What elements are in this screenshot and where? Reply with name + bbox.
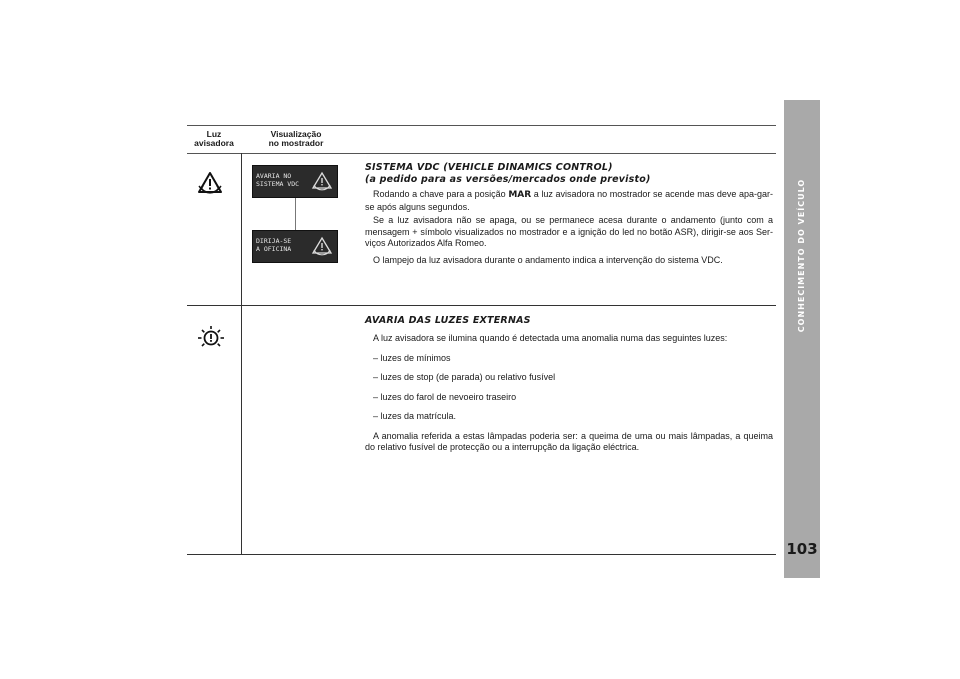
lights-intro: A luz avisadora se ilumina quando é detectada uma anomalia numa das seguintes luzes: — [373, 333, 728, 343]
lights-item: – luzes de mínimos — [373, 352, 451, 363]
exterior-light-fault-icon — [196, 324, 226, 352]
lights-title: AVARIA DAS LUZES EXTERNAS — [365, 315, 531, 326]
chapter-side-tab — [784, 100, 820, 578]
page-number: 103 — [786, 540, 818, 558]
vdc-paragraph-3: O lampejo da luz avisadora durante o andamento indica a intervenção do sistema VDC. — [373, 254, 723, 265]
lights-item: – luzes do farol de nevoeiro traseiro — [373, 391, 517, 402]
vdc-section — [365, 162, 773, 266]
lights-section — [365, 315, 773, 454]
lights-item: – luzes de stop (de parada) ou relativo fusível — [373, 372, 556, 382]
header-top-rule — [187, 125, 776, 126]
display-vdc-fault — [252, 165, 338, 198]
lights-item: – luzes da matrícula. — [373, 411, 457, 421]
column-header-display: Visualização no mostrador — [268, 129, 324, 148]
vdc-display-symbol-icon — [310, 235, 334, 259]
chapter-label: CONHECIMENTO DO VEÍCULO — [797, 178, 807, 332]
vdc-paragraph-2: Se a luz avisadora não se apaga, ou se permanece acesa durante o andamento (junto com a mensagem + símbolo visualizados no mostrador e a ignição do led no botão ASR), dirigir-se aos Ser-viços Autorizados Alfa Romeo. — [365, 215, 773, 248]
display-go-to-workshop — [252, 230, 338, 263]
vdc-display-symbol-icon — [310, 170, 334, 194]
vdc-paragraph-1: Rodando a chave para a posição MAR a luz avisadora no mostrador se acende mas deve apa-gar-se após alguns segundos. — [365, 189, 773, 212]
row-separator — [187, 305, 776, 306]
vdc-title-line2: (a pedido para as versões/mercados onde previsto) — [365, 174, 651, 185]
lights-outro: A anomalia referida a estas lâmpadas poderia ser: a queima de uma ou mais lâmpadas, a queima do relativo fusível de protecção ou a interrupção da ligação eléctrica. — [365, 430, 773, 452]
display-connector — [295, 198, 296, 230]
display-vdc-fault-text: AVARIA NO SISTEMA VDC — [256, 172, 300, 188]
table-bottom-rule — [187, 554, 776, 555]
column-divider — [241, 153, 242, 554]
header-bottom-rule — [187, 153, 776, 154]
display-go-to-workshop-text: DIRIJA-SE A OFICINA — [256, 237, 292, 253]
vdc-warning-triangle-icon — [196, 170, 224, 202]
column-header-warning-light: Luz avisadora — [194, 129, 234, 148]
vdc-title-line1: SISTEMA VDC (VEHICLE DINAMICS CONTROL) — [365, 162, 613, 173]
